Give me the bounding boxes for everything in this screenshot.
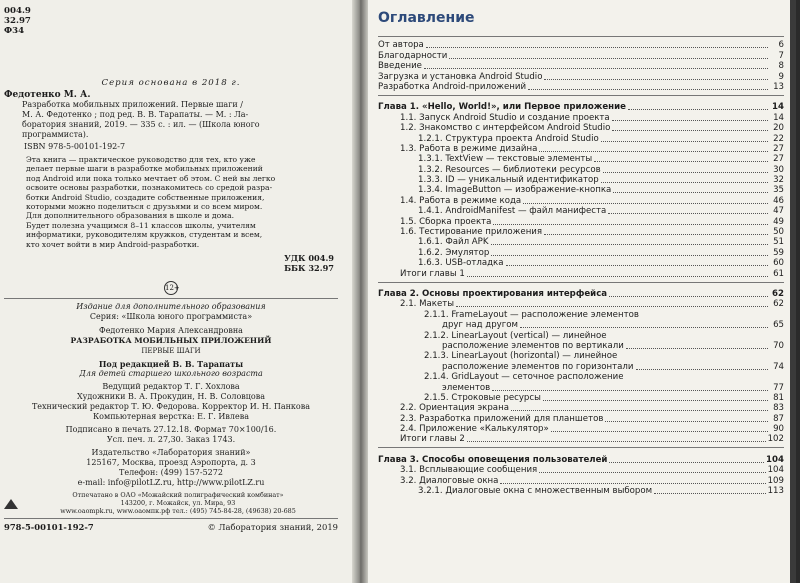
toc-page-number: 7	[778, 50, 784, 61]
toc-leader	[539, 150, 768, 152]
toc-entry	[378, 465, 784, 475]
toc-leader	[506, 264, 769, 266]
divider	[4, 298, 338, 299]
copyright: © Лаборатория знаний, 2019	[207, 522, 338, 533]
toc-page-number: 60	[773, 258, 784, 269]
udk-bbk: УДК 004.9 ББК 32.97	[284, 253, 334, 274]
author-heading: Федотенко М. А.	[4, 90, 91, 100]
toc-entry-title: 3.2.1. Диалоговые окна с множественным выбором	[418, 486, 653, 497]
printer-block: Отпечатано в ОАО «Можайский полиграфический комбинат» 143200, г. Можайск, ул. Мира, 93 www.oaompk.ru, www.оаомпк.рф тел.: (495) 745-84-28, (49638) 20-685	[4, 491, 338, 515]
toc-entry	[378, 434, 784, 444]
toc-page-number: 13	[773, 81, 784, 92]
toc-entry-title: Благодарности	[378, 50, 448, 61]
toc-entry-title: расположение элементов по вертикали	[442, 340, 624, 351]
toc-page-number: 104	[767, 465, 784, 476]
toc-entry	[378, 403, 784, 413]
toc-entry-title: 3.2. Диалоговые окна	[400, 475, 499, 486]
toc-entry-title: Введение	[378, 61, 422, 72]
toc-leader	[654, 492, 765, 494]
author-full: Федотенко Мария Александровна	[99, 326, 243, 336]
toc-divider	[378, 36, 784, 37]
toc-leader	[426, 46, 768, 48]
toc-entry	[378, 393, 784, 403]
toc-list	[378, 36, 784, 496]
toc-page-number: 102	[767, 434, 784, 445]
toc-leader	[543, 399, 768, 401]
age-rating-row	[4, 275, 338, 295]
toc-entry-title: 1.1. Запуск Android Studio и создание проекта	[400, 112, 610, 123]
toc-page-number: 50	[773, 227, 784, 238]
toc-entry-title: 1.4. Работа в режиме кода	[400, 195, 522, 206]
toc-entry	[378, 154, 784, 164]
toc-leader	[520, 326, 768, 328]
toc-page-number: 59	[773, 247, 784, 258]
toc-entry	[378, 351, 784, 361]
toc-entry	[378, 268, 784, 278]
toc-entry-title: 1.2.1. Структура проекта Android Studio	[418, 133, 599, 144]
toc-entry	[378, 195, 784, 205]
toc-entry-title: Глава 1. «Hello, World!», или Первое приложение	[378, 102, 626, 113]
toc-page-number: 74	[773, 361, 784, 372]
toc-page-number: 109	[767, 475, 784, 486]
toc-entry-title: 1.4.1. AndroidManifest — файл манифеста	[418, 206, 607, 217]
toc-page-number: 35	[773, 185, 784, 196]
toc-entry	[378, 320, 784, 330]
subtitle-caps: ПЕРВЫЕ ШАГИ	[141, 347, 201, 356]
toc-leader	[523, 202, 768, 204]
toc-entry-title: 1.2. Знакомство с интерфейсом Android Studio	[400, 123, 611, 134]
toc-entry-title: 1.3.4. ImageButton — изображение-кнопка	[418, 185, 612, 196]
bibliographic-description: Разработка мобильных приложений. Первые шаги / М. А. Федотенко ; под ред. В. В. Тарапаты. — М. : Ла- боратория знаний, 2019. — 335 с. : ил. — (Школа юного программиста).	[22, 100, 260, 139]
toc-leader	[511, 409, 768, 411]
isbn-short: 978-5-00101-192-7	[4, 522, 94, 533]
toc-page-number: 104	[766, 454, 784, 465]
toc-entry	[378, 330, 784, 340]
toc-entry-title: Загрузка и установка Android Studio	[378, 71, 543, 82]
toc-entry	[378, 382, 784, 392]
toc-leader	[491, 243, 769, 245]
toc-entry	[378, 413, 784, 423]
toc-entry-title: элементов	[442, 382, 491, 393]
toc-leader	[544, 78, 768, 80]
toc-leader	[612, 129, 768, 131]
classification-codes: 004.9 32.97 Ф34	[4, 6, 31, 36]
toc-leader	[544, 233, 768, 235]
toc-page-number: 22	[773, 133, 784, 144]
toc-page-number: 30	[773, 164, 784, 175]
toc-leader	[539, 471, 765, 473]
toc-entry-title: 1.6.2. Эмулятор	[418, 247, 490, 258]
toc-entry	[378, 112, 784, 122]
toc-chapter	[378, 454, 784, 464]
toc-page-number: 62	[773, 299, 784, 310]
toc-entry-title: 1.6.3. USB-отладка	[418, 258, 504, 269]
toc-page-number: 77	[773, 382, 784, 393]
footer-row	[4, 522, 338, 532]
toc-page-number: 90	[773, 424, 784, 435]
toc-leader	[612, 119, 768, 121]
toc-entry	[378, 50, 784, 60]
credits: Ведущий редактор Т. Г. Хохлова Художники В. А. Прокудин, Н. В. Соловцова Технический редактор Т. Ю. Федорова. Корректор И. Н. Панкова Компьютерная верстка: Е. Г. Ивлева	[31, 382, 311, 422]
toc-entry-title: расположение элементов по горизонтали	[442, 361, 634, 372]
toc-entry-title: Глава 2. Основы проектирования интерфейса	[378, 288, 608, 299]
toc-page-number: 47	[773, 206, 784, 217]
toc-entry-title: 2.1.1. FrameLayout — расположение элементов	[424, 309, 639, 320]
toc-entry-title: Разработка Android-приложений	[378, 81, 527, 92]
toc-page-number: 20	[773, 123, 784, 134]
toc-leader	[594, 160, 768, 162]
toc-page-number: 49	[773, 216, 784, 227]
toc-entry	[378, 144, 784, 154]
toc-page-number: 8	[778, 61, 784, 72]
toc-entry	[378, 185, 784, 195]
toc-entry-title: 2.1. Макеты	[400, 299, 455, 310]
toc-leader	[601, 181, 768, 183]
toc-entry	[378, 341, 784, 351]
toc-entry-title: От автора	[378, 40, 424, 51]
toc-page-number: 81	[773, 392, 784, 403]
toc-entry-title: Итоги главы 2	[400, 434, 465, 445]
series-line: Серия: «Школа юного программиста»	[89, 312, 253, 322]
toc-leader	[491, 254, 768, 256]
toc-entry-title: 1.3.1. TextView — текстовые элементы	[418, 154, 593, 165]
toc-page-number: 27	[773, 143, 784, 154]
toc-entry	[378, 133, 784, 143]
toc-entry-title: 2.2. Ориентация экрана	[400, 403, 509, 414]
toc-entry	[378, 486, 784, 496]
imprint-page	[0, 0, 352, 583]
toc-entry	[378, 164, 784, 174]
toc-entry	[378, 175, 784, 185]
toc-entry	[378, 361, 784, 371]
toc-leader	[603, 171, 768, 173]
toc-divider	[378, 95, 784, 96]
toc-entry-title: 1.6.1. Файл APK	[418, 237, 489, 248]
toc-entry	[378, 227, 784, 237]
toc-entry	[378, 82, 784, 92]
annotation: Эта книга — практическое руководство для тех, кто уже делает первые шаги в разработке мобильных приложений под Android или пока только мечтает об этом. С ней вы легко освоите основы разработки, познакомитесь со средой разра- ботки Android Studio, создадите собственные приложения, которыми можно поделиться с друзьями и со всем миром. Для дополнительного образования в школе и дома. Будет полезна учащимся 8–11 классов школы, учителям информатики, руководителям кружков, студентам и всем, кто хочет войти в мир Android-разработки.	[26, 155, 276, 249]
toc-leader	[605, 420, 768, 422]
toc-entry	[378, 309, 784, 319]
toc-page-number: 87	[773, 413, 784, 424]
toc-entry	[378, 299, 784, 309]
toc-entry	[378, 372, 784, 382]
toc-page-number: 32	[773, 175, 784, 186]
toc-title: Оглавление	[378, 10, 475, 26]
book-spine	[352, 0, 368, 583]
toc-entry	[378, 216, 784, 226]
toc-entry-title: 1.6. Тестирование приложения	[400, 227, 543, 238]
toc-leader	[449, 57, 768, 59]
toc-page-number: 65	[773, 320, 784, 331]
toc-page-number: 113	[767, 486, 784, 497]
print-info: Подписано в печать 27.12.18. Формат 70×100/16. Усл. печ. л. 27,30. Заказ 1743.	[65, 425, 277, 445]
toc-page-number: 14	[772, 102, 784, 113]
toc-page-number: 46	[773, 195, 784, 206]
toc-leader	[608, 212, 768, 214]
audience-line: Для детей старшего школьного возраста	[79, 369, 263, 379]
toc-entry-title: друг над другом	[442, 320, 519, 331]
toc-leader	[456, 305, 768, 307]
toc-entry	[378, 247, 784, 257]
age-rating-badge: 12+	[164, 281, 178, 295]
isbn: ISBN 978-5-00101-192-7	[24, 142, 126, 151]
toc-entry	[378, 206, 784, 216]
toc-entry-title: 2.4. Приложение «Калькулятор»	[400, 424, 549, 435]
toc-leader	[609, 295, 768, 297]
toc-chapter	[378, 102, 784, 112]
toc-page-number: 83	[773, 403, 784, 414]
toc-leader	[493, 223, 768, 225]
toc-entry	[378, 475, 784, 485]
toc-page-number: 9	[778, 71, 784, 82]
toc-entry	[378, 61, 784, 71]
toc-entry-title: Итоги главы 1	[400, 268, 465, 279]
toc-entry-title: 2.3. Разработка приложений для планшетов	[400, 413, 604, 424]
toc-leader	[613, 191, 768, 193]
toc-entry-title: 2.1.5. Строковые ресурсы	[424, 392, 541, 403]
toc-leader	[424, 67, 768, 69]
toc-page-number: 6	[778, 40, 784, 51]
publisher-info: Издательство «Лаборатория знаний» 125167, Москва, проезд Аэропорта, д. 3 Телефон: (499) 157-5272 e-mail: info@pilotLZ.ru, http://www.pilotLZ.ru	[77, 448, 265, 488]
toc-leader	[467, 275, 768, 277]
toc-divider	[378, 282, 784, 283]
toc-leader	[467, 440, 766, 442]
toc-page-number: 70	[773, 340, 784, 351]
toc-leader	[500, 482, 765, 484]
toc-entry-title: 3.1. Всплывающие сообщения	[400, 465, 538, 476]
toc-entry	[378, 71, 784, 81]
bottom-divider	[4, 518, 338, 519]
toc-entry	[378, 123, 784, 133]
toc-entry	[378, 258, 784, 268]
toc-leader	[601, 140, 768, 142]
edition-note: Издание для дополнительного образования	[76, 302, 266, 312]
toc-entry	[378, 40, 784, 50]
toc-page	[368, 0, 796, 583]
title-caps: РАЗРАБОТКА МОБИЛЬНЫХ ПРИЛОЖЕНИЙ	[70, 336, 272, 346]
toc-page-number: 27	[773, 154, 784, 165]
toc-page-number: 62	[772, 288, 784, 299]
toc-divider	[378, 447, 784, 448]
toc-page-number: 51	[773, 237, 784, 248]
toc-entry-title: 2.1.3. LinearLayout (horizontal) — линейное	[424, 351, 618, 362]
toc-leader	[551, 430, 768, 432]
toc-entry-title: 2.1.2. LinearLayout (vertical) — линейное	[424, 330, 607, 341]
toc-page-number: 14	[773, 112, 784, 123]
toc-entry-title: 1.3. Работа в режиме дизайна	[400, 143, 538, 154]
editor-line: Под редакцией В. В. Тарапаты	[98, 359, 244, 370]
toc-leader	[609, 461, 764, 463]
toc-entry	[378, 237, 784, 247]
toc-entry	[378, 424, 784, 434]
toc-leader	[626, 347, 768, 349]
toc-leader	[528, 88, 768, 90]
toc-entry-title: Глава 3. Способы оповещения пользователей	[378, 454, 608, 465]
series-note: Серия основана в 2018 г.	[101, 78, 241, 88]
toc-entry-title: 1.3.2. Resources — библиотеки ресурсов	[418, 164, 601, 175]
toc-entry-title: 1.3.3. ID — уникальный идентификатор	[418, 175, 599, 186]
toc-page-number: 61	[773, 268, 784, 279]
toc-leader	[628, 108, 768, 110]
scan-edge	[790, 0, 796, 583]
toc-leader	[492, 389, 768, 391]
printer-logo-icon	[4, 497, 18, 509]
toc-entry-title: 1.5. Сборка проекта	[400, 216, 492, 227]
toc-leader	[636, 368, 769, 370]
toc-chapter	[378, 289, 784, 299]
toc-entry-title: 2.1.4. GridLayout — сеточное расположение	[424, 372, 624, 383]
